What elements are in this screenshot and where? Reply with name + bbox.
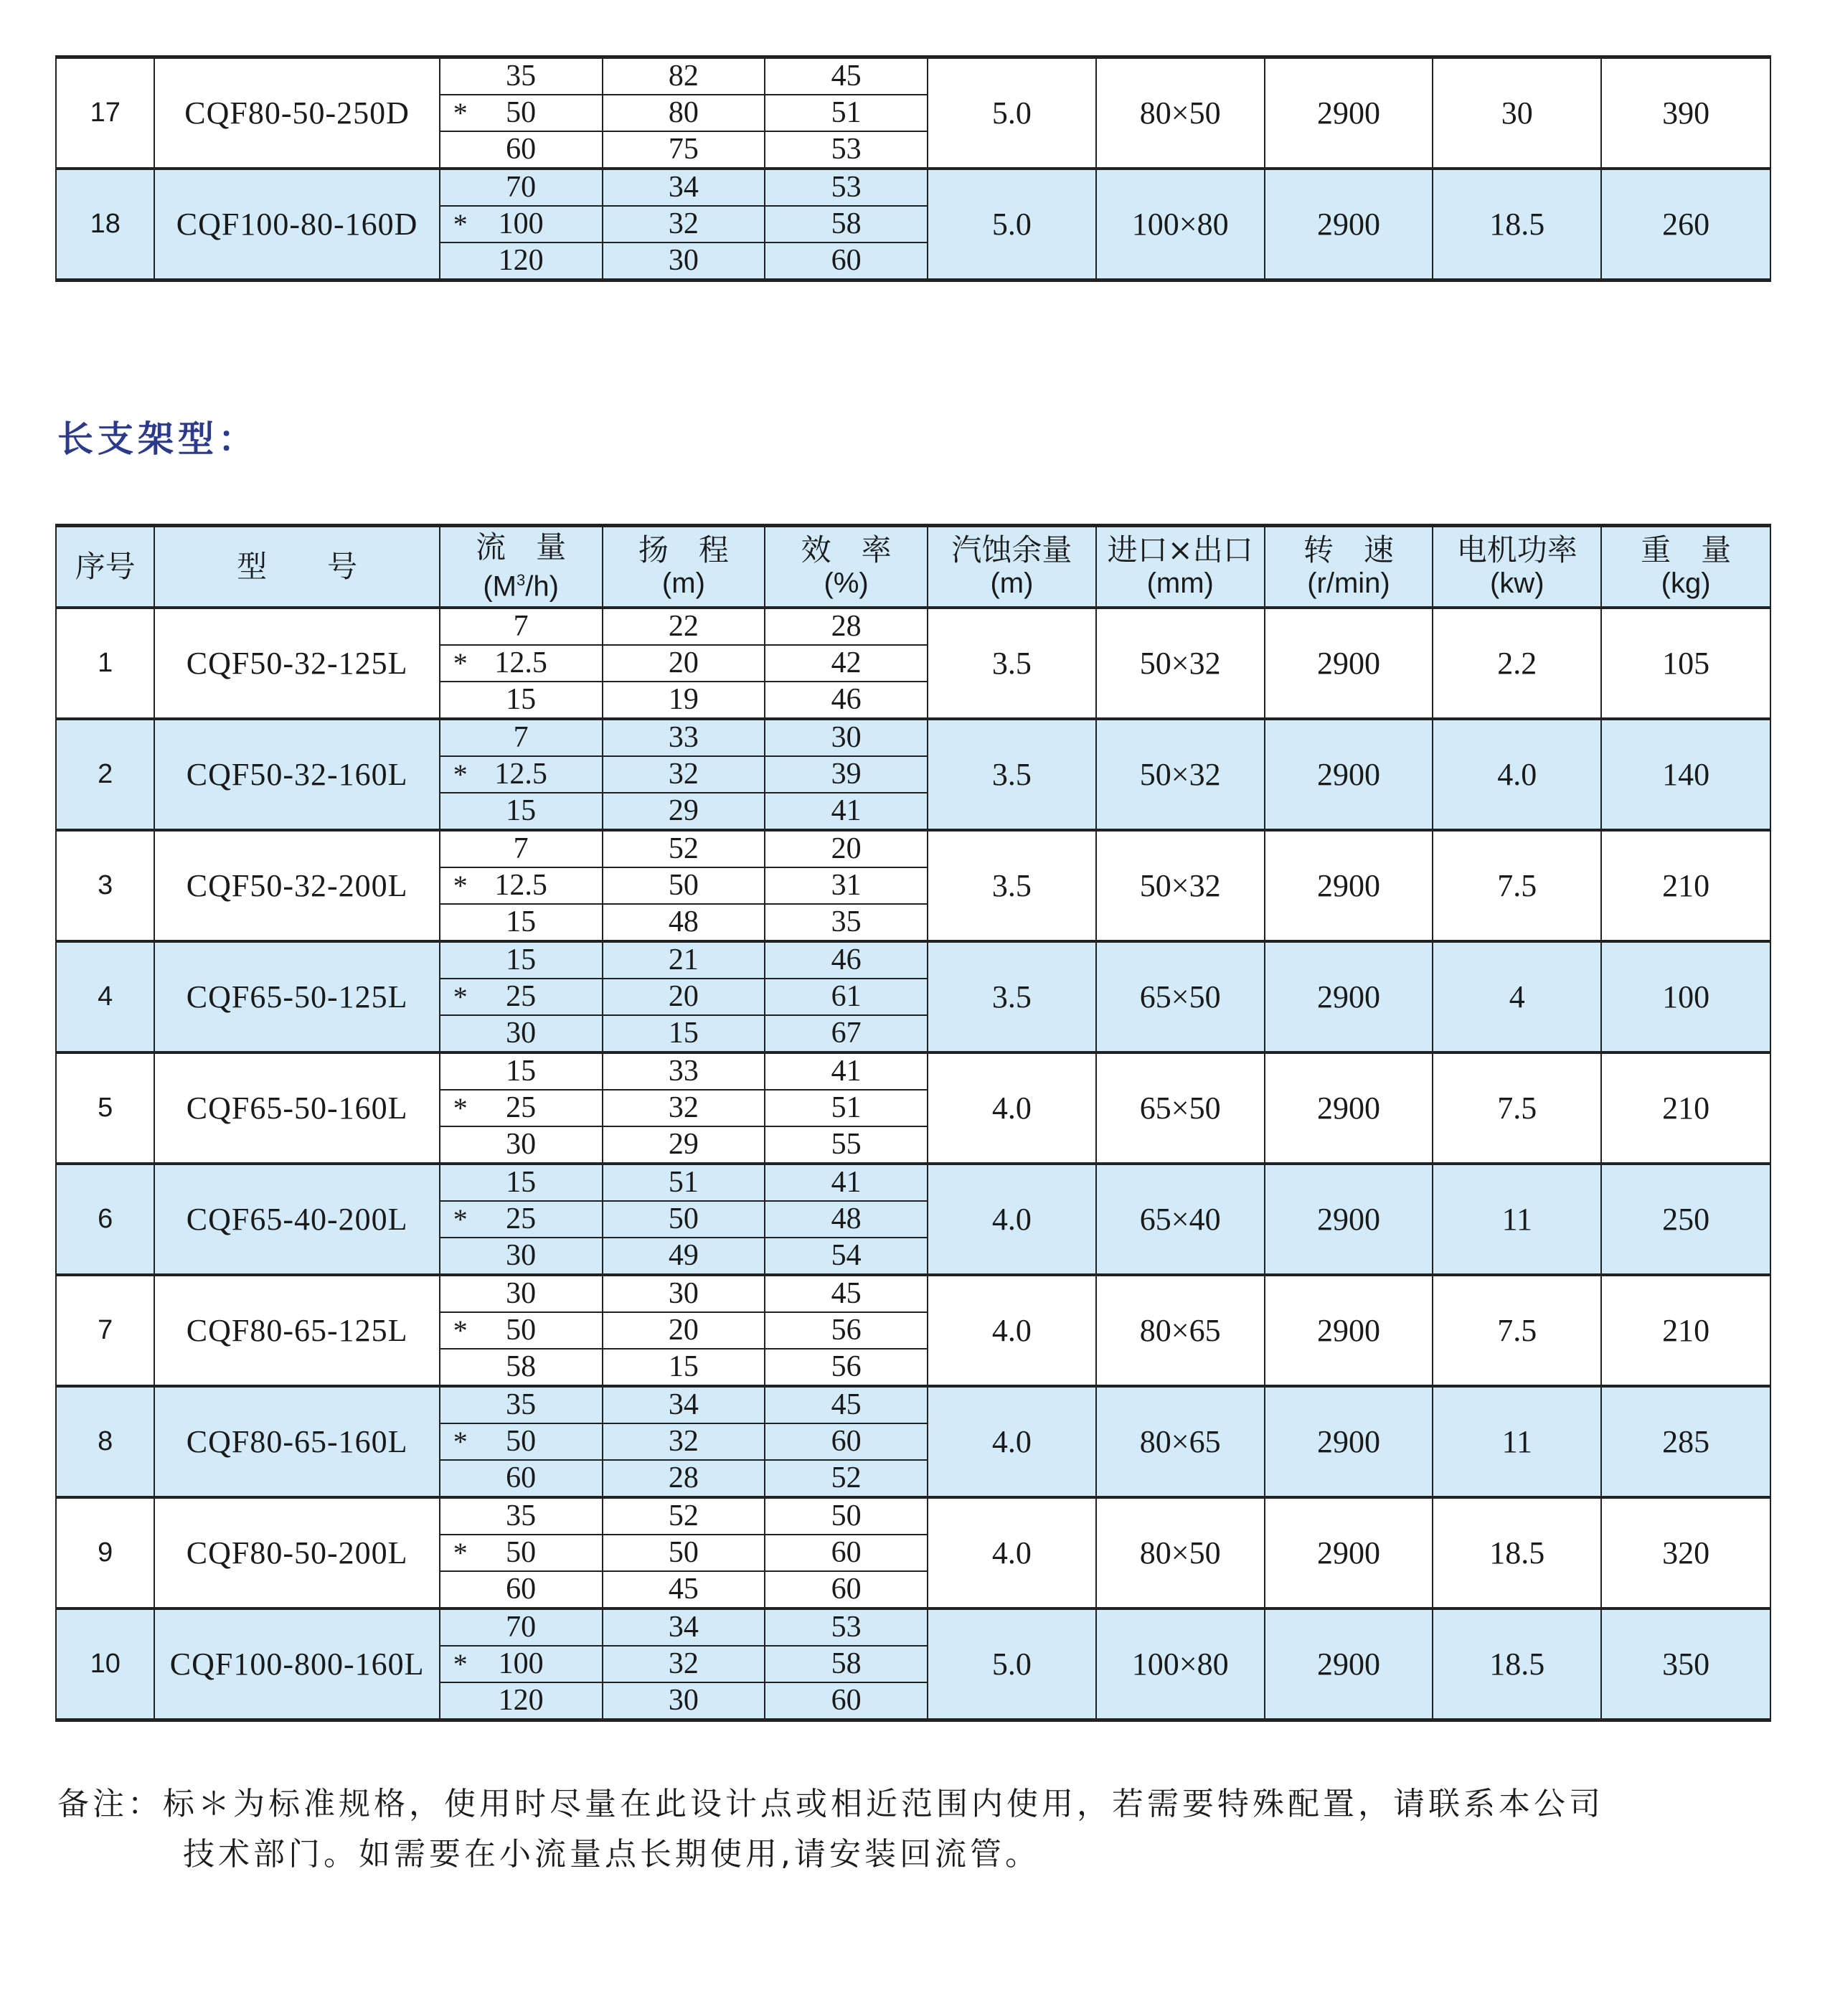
header-eff [765, 526, 928, 608]
top-table-body [56, 57, 1770, 281]
cell-efficiency: 20 [765, 830, 928, 867]
flow-value: 12.5 [494, 646, 547, 679]
cell-speed: 2900 [1265, 169, 1433, 281]
cell-flow [440, 1571, 603, 1608]
cell-speed: 2900 [1265, 1497, 1433, 1608]
cell-efficiency: 42 [765, 645, 928, 682]
cell-motor-power: 30 [1433, 57, 1601, 169]
remark-note [57, 1779, 1779, 1880]
cell-efficiency: 58 [765, 1646, 928, 1682]
cell-flow [440, 1497, 603, 1535]
cell-npsh: 4.0 [928, 1164, 1096, 1275]
cell-flow [440, 1015, 603, 1052]
cell-head: 20 [603, 645, 765, 682]
table-row [56, 608, 1770, 645]
flow-value: 30 [506, 1239, 537, 1272]
cell-inlet-outlet: 80×65 [1096, 1386, 1265, 1497]
flow-value: 60 [506, 1573, 537, 1606]
cell-efficiency: 53 [765, 131, 928, 169]
header-speed-unit: (r/min) [1307, 567, 1390, 599]
cell-motor-power: 7.5 [1433, 1052, 1601, 1164]
cell-flow [440, 756, 603, 793]
cell-model: CQF80-50-250D [154, 57, 439, 169]
cell-serial-no: 3 [56, 830, 154, 941]
standard-point-star-icon: * [453, 1092, 468, 1124]
cell-flow [440, 830, 603, 867]
cell-head: 32 [603, 756, 765, 793]
flow-value: 7 [513, 610, 529, 643]
cell-head: 32 [603, 1423, 765, 1460]
flow-value: 35 [506, 1388, 537, 1421]
main-table-body [56, 608, 1770, 1720]
cell-motor-power: 11 [1433, 1386, 1601, 1497]
cell-efficiency: 35 [765, 904, 928, 941]
cell-flow [440, 242, 603, 281]
cell-serial-no: 1 [56, 608, 154, 719]
cell-efficiency: 60 [765, 1423, 928, 1460]
cell-efficiency: 28 [765, 608, 928, 645]
flow-unit-sup: 3 [517, 570, 526, 589]
header-size-unit: (mm) [1146, 567, 1214, 599]
cell-npsh: 4.0 [928, 1386, 1096, 1497]
header-speed [1265, 526, 1433, 608]
flow-value: 60 [506, 133, 537, 166]
cell-efficiency: 60 [765, 1535, 928, 1571]
cell-weight: 350 [1601, 1608, 1770, 1720]
cell-motor-power: 4 [1433, 941, 1601, 1052]
remark-line-2: 技术部门。如需要在小流量点长期使用,请安装回流管。 [183, 1836, 1040, 1873]
cell-flow [440, 979, 603, 1015]
cell-flow [440, 941, 603, 979]
cell-speed: 2900 [1265, 1052, 1433, 1164]
cell-efficiency: 61 [765, 979, 928, 1015]
header-model [154, 526, 439, 608]
cell-efficiency: 48 [765, 1201, 928, 1238]
header-power-label: 电机功率 [1456, 532, 1577, 567]
cell-motor-power: 18.5 [1433, 1608, 1601, 1720]
cell-efficiency: 56 [765, 1349, 928, 1386]
cell-head: 34 [603, 1386, 765, 1423]
cell-efficiency: 67 [765, 1015, 928, 1052]
header-weight-label: 重 量 [1641, 532, 1732, 567]
cell-efficiency: 53 [765, 169, 928, 206]
cell-weight: 260 [1601, 169, 1770, 281]
cell-npsh: 3.5 [928, 608, 1096, 719]
cell-flow [440, 1164, 603, 1201]
cell-head: 50 [603, 1201, 765, 1238]
cell-npsh: 5.0 [928, 1608, 1096, 1720]
header-weight [1601, 526, 1770, 608]
flow-value: 15 [506, 1055, 537, 1088]
cell-model: CQF65-40-200L [154, 1164, 439, 1275]
flow-value: 30 [506, 1017, 537, 1050]
flow-value: 12.5 [494, 758, 547, 791]
cell-head: 20 [603, 1312, 765, 1349]
cell-motor-power: 11 [1433, 1164, 1601, 1275]
cell-head: 51 [603, 1164, 765, 1201]
cell-flow [440, 1312, 603, 1349]
cell-flow [440, 1423, 603, 1460]
cell-weight: 320 [1601, 1497, 1770, 1608]
flow-unit-pre: (M [483, 570, 517, 603]
cell-inlet-outlet: 80×65 [1096, 1275, 1265, 1386]
cell-npsh: 5.0 [928, 169, 1096, 281]
cell-efficiency: 45 [765, 57, 928, 95]
standard-point-star-icon: * [453, 981, 468, 1013]
cell-inlet-outlet: 80×50 [1096, 1497, 1265, 1608]
cell-head: 52 [603, 830, 765, 867]
cell-efficiency: 51 [765, 1090, 928, 1126]
header-model-label: 型 号 [237, 549, 358, 584]
cell-flow [440, 608, 603, 645]
cell-serial-no: 5 [56, 1052, 154, 1164]
cell-head: 75 [603, 131, 765, 169]
cell-npsh: 3.5 [928, 941, 1096, 1052]
cell-npsh: 3.5 [928, 830, 1096, 941]
flow-value: 12.5 [494, 869, 547, 902]
cell-motor-power: 7.5 [1433, 1275, 1601, 1386]
cell-flow [440, 57, 603, 95]
cell-flow [440, 95, 603, 131]
cell-npsh: 3.5 [928, 719, 1096, 830]
cell-efficiency: 60 [765, 1571, 928, 1608]
standard-point-star-icon: * [453, 97, 468, 129]
cell-weight: 105 [1601, 608, 1770, 719]
cell-weight: 210 [1601, 1275, 1770, 1386]
cell-efficiency: 41 [765, 1052, 928, 1090]
cell-head: 34 [603, 1608, 765, 1646]
cell-serial-no: 9 [56, 1497, 154, 1608]
header-flow-label: 流 量 [476, 529, 567, 565]
cell-head: 15 [603, 1015, 765, 1052]
cell-efficiency: 53 [765, 1608, 928, 1646]
flow-value: 7 [513, 721, 529, 754]
cell-inlet-outlet: 65×50 [1096, 1052, 1265, 1164]
cell-head: 28 [603, 1460, 765, 1497]
cell-head: 82 [603, 57, 765, 95]
cell-efficiency: 50 [765, 1497, 928, 1535]
cell-inlet-outlet: 65×40 [1096, 1164, 1265, 1275]
standard-point-star-icon: * [453, 1426, 468, 1458]
flow-value: 35 [506, 1499, 537, 1532]
table-row [56, 1052, 1770, 1090]
cell-head: 30 [603, 1682, 765, 1720]
cell-efficiency: 46 [765, 941, 928, 979]
cell-efficiency: 56 [765, 1312, 928, 1349]
cell-model: CQF100-800-160L [154, 1608, 439, 1720]
cell-model: CQF50-32-160L [154, 719, 439, 830]
flow-value: 15 [506, 794, 537, 827]
cell-speed: 2900 [1265, 830, 1433, 941]
cell-flow [440, 1386, 603, 1423]
cell-head: 80 [603, 95, 765, 131]
table-row [56, 1386, 1770, 1423]
table-row [56, 57, 1770, 95]
standard-point-star-icon: * [453, 758, 468, 791]
cell-speed: 2900 [1265, 1608, 1433, 1720]
cell-speed: 2900 [1265, 608, 1433, 719]
table-row [56, 169, 1770, 206]
cell-head: 34 [603, 169, 765, 206]
flow-value: 58 [506, 1350, 537, 1383]
cell-flow [440, 719, 603, 756]
cell-serial-no: 7 [56, 1275, 154, 1386]
cell-model: CQF80-65-125L [154, 1275, 439, 1386]
flow-value: 120 [498, 1684, 544, 1717]
header-no-label: 序号 [75, 549, 136, 584]
cell-head: 19 [603, 682, 765, 719]
cell-weight: 140 [1601, 719, 1770, 830]
remark-line-1: 备注：标＊为标准规格，使用时尽量在此设计点或相近范围内使用，若需要特殊配置，请联系本公司 [57, 1786, 1604, 1822]
cell-head: 30 [603, 1275, 765, 1312]
header-size-label: 进口×出口 [1107, 532, 1253, 567]
cell-flow [440, 1238, 603, 1275]
flow-value: 120 [498, 244, 544, 277]
header-npsh-unit: (m) [990, 567, 1034, 599]
header-power-unit: (kw) [1490, 567, 1544, 599]
cell-flow [440, 1126, 603, 1164]
cell-efficiency: 55 [765, 1126, 928, 1164]
long-bracket-spec-table [55, 524, 1771, 1722]
cell-model: CQF65-50-125L [154, 941, 439, 1052]
cell-flow [440, 169, 603, 206]
cell-inlet-outlet: 100×80 [1096, 1608, 1265, 1720]
cell-weight: 285 [1601, 1386, 1770, 1497]
cell-npsh: 5.0 [928, 57, 1096, 169]
cell-inlet-outlet: 100×80 [1096, 169, 1265, 281]
cell-model: CQF80-50-200L [154, 1497, 439, 1608]
cell-motor-power: 18.5 [1433, 169, 1601, 281]
cell-flow [440, 793, 603, 830]
header-eff-label: 效 率 [801, 532, 892, 567]
cell-head: 30 [603, 242, 765, 281]
cell-speed: 2900 [1265, 1386, 1433, 1497]
cell-efficiency: 30 [765, 719, 928, 756]
flow-value: 15 [506, 1166, 537, 1199]
table-row [56, 719, 1770, 756]
cell-head: 45 [603, 1571, 765, 1608]
table-row [56, 1497, 1770, 1535]
cell-serial-no: 10 [56, 1608, 154, 1720]
standard-point-star-icon: * [453, 208, 468, 240]
header-speed-label: 转 速 [1303, 532, 1394, 567]
cell-efficiency: 60 [765, 1682, 928, 1720]
cell-model: CQF50-32-200L [154, 830, 439, 941]
cell-head: 21 [603, 941, 765, 979]
cell-flow [440, 1460, 603, 1497]
header-eff-unit: (%) [824, 567, 869, 599]
top-spec-table [55, 55, 1771, 282]
cell-head: 32 [603, 206, 765, 242]
header-power [1433, 526, 1601, 608]
cell-serial-no: 4 [56, 941, 154, 1052]
flow-value: 35 [506, 60, 537, 93]
cell-efficiency: 41 [765, 793, 928, 830]
cell-head: 50 [603, 867, 765, 904]
cell-flow [440, 1535, 603, 1571]
cell-flow [440, 1275, 603, 1312]
cell-model: CQF50-32-125L [154, 608, 439, 719]
flow-value: 100 [498, 207, 544, 240]
cell-npsh: 4.0 [928, 1497, 1096, 1608]
cell-speed: 2900 [1265, 57, 1433, 169]
cell-efficiency: 45 [765, 1386, 928, 1423]
cell-head: 32 [603, 1090, 765, 1126]
cell-flow [440, 206, 603, 242]
flow-value: 100 [498, 1647, 544, 1680]
cell-head: 29 [603, 793, 765, 830]
table-row [56, 830, 1770, 867]
header-head [603, 526, 765, 608]
cell-head: 29 [603, 1126, 765, 1164]
cell-head: 15 [603, 1349, 765, 1386]
cell-efficiency: 31 [765, 867, 928, 904]
header-weight-unit: (kg) [1661, 567, 1711, 599]
flow-unit-post: /h) [525, 570, 559, 603]
cell-efficiency: 46 [765, 682, 928, 719]
cell-speed: 2900 [1265, 1164, 1433, 1275]
cell-npsh: 4.0 [928, 1052, 1096, 1164]
cell-model: CQF65-50-160L [154, 1052, 439, 1164]
header-npsh [928, 526, 1096, 608]
cell-head: 52 [603, 1497, 765, 1535]
cell-flow [440, 1682, 603, 1720]
flow-value: 60 [506, 1461, 537, 1494]
cell-serial-no: 18 [56, 169, 154, 281]
cell-efficiency: 58 [765, 206, 928, 242]
cell-head: 49 [603, 1238, 765, 1275]
cell-inlet-outlet: 50×32 [1096, 608, 1265, 719]
flow-value: 30 [506, 1128, 537, 1161]
cell-serial-no: 2 [56, 719, 154, 830]
cell-head: 33 [603, 719, 765, 756]
flow-value: 15 [506, 905, 537, 938]
standard-point-star-icon: * [453, 1648, 468, 1680]
cell-efficiency: 51 [765, 95, 928, 131]
table-row [56, 1275, 1770, 1312]
cell-speed: 2900 [1265, 719, 1433, 830]
section-title: 长支架型： [57, 418, 258, 460]
flow-value: 50 [506, 96, 537, 129]
flow-value: 25 [506, 980, 537, 1013]
flow-value: 70 [506, 1611, 537, 1644]
header-npsh-label: 汽蚀余量 [951, 532, 1072, 567]
cell-speed: 2900 [1265, 941, 1433, 1052]
cell-serial-no: 8 [56, 1386, 154, 1497]
cell-weight: 210 [1601, 1052, 1770, 1164]
cell-speed: 2900 [1265, 1275, 1433, 1386]
flow-value: 50 [506, 1425, 537, 1458]
cell-head: 22 [603, 608, 765, 645]
header-flow [440, 526, 603, 608]
cell-efficiency: 45 [765, 1275, 928, 1312]
cell-motor-power: 4.0 [1433, 719, 1601, 830]
cell-efficiency: 54 [765, 1238, 928, 1275]
cell-efficiency: 52 [765, 1460, 928, 1497]
cell-motor-power: 18.5 [1433, 1497, 1601, 1608]
header-head-label: 扬 程 [638, 532, 729, 567]
cell-serial-no: 6 [56, 1164, 154, 1275]
cell-flow [440, 1349, 603, 1386]
flow-value: 30 [506, 1277, 537, 1310]
cell-npsh: 4.0 [928, 1275, 1096, 1386]
cell-flow [440, 1090, 603, 1126]
cell-efficiency: 60 [765, 242, 928, 281]
cell-flow [440, 904, 603, 941]
cell-weight: 210 [1601, 830, 1770, 941]
cell-model: CQF100-80-160D [154, 169, 439, 281]
flow-value: 70 [506, 171, 537, 204]
header-size [1096, 526, 1265, 608]
cell-weight: 390 [1601, 57, 1770, 169]
header-flow-unit [440, 564, 602, 603]
table-header-row [56, 526, 1770, 608]
cell-efficiency: 41 [765, 1164, 928, 1201]
flow-value: 7 [513, 832, 529, 865]
header-no [56, 526, 154, 608]
cell-motor-power: 7.5 [1433, 830, 1601, 941]
cell-flow [440, 1646, 603, 1682]
cell-head: 32 [603, 1646, 765, 1682]
standard-point-star-icon: * [453, 1314, 468, 1347]
flow-value: 25 [506, 1091, 537, 1124]
standard-point-star-icon: * [453, 1203, 468, 1235]
table-row [56, 1608, 1770, 1646]
cell-serial-no: 17 [56, 57, 154, 169]
cell-flow [440, 1608, 603, 1646]
cell-inlet-outlet: 50×32 [1096, 830, 1265, 941]
standard-point-star-icon: * [453, 870, 468, 902]
cell-head: 50 [603, 1535, 765, 1571]
cell-weight: 100 [1601, 941, 1770, 1052]
cell-head: 48 [603, 904, 765, 941]
cell-weight: 250 [1601, 1164, 1770, 1275]
flow-value: 50 [506, 1536, 537, 1569]
flow-value: 50 [506, 1314, 537, 1347]
header-head-unit: (m) [661, 567, 705, 599]
cell-inlet-outlet: 50×32 [1096, 719, 1265, 830]
table-row [56, 941, 1770, 979]
cell-flow [440, 682, 603, 719]
flow-value: 25 [506, 1202, 537, 1235]
cell-motor-power: 2.2 [1433, 608, 1601, 719]
standard-point-star-icon: * [453, 1537, 468, 1569]
cell-flow [440, 131, 603, 169]
cell-head: 20 [603, 979, 765, 1015]
cell-flow [440, 867, 603, 904]
cell-head: 33 [603, 1052, 765, 1090]
standard-point-star-icon: * [453, 647, 468, 679]
cell-flow [440, 1052, 603, 1090]
flow-value: 15 [506, 943, 537, 976]
cell-efficiency: 39 [765, 756, 928, 793]
cell-flow [440, 1201, 603, 1238]
cell-inlet-outlet: 65×50 [1096, 941, 1265, 1052]
flow-value: 15 [506, 683, 537, 716]
cell-inlet-outlet: 80×50 [1096, 57, 1265, 169]
cell-model: CQF80-65-160L [154, 1386, 439, 1497]
cell-flow [440, 645, 603, 682]
table-row [56, 1164, 1770, 1201]
